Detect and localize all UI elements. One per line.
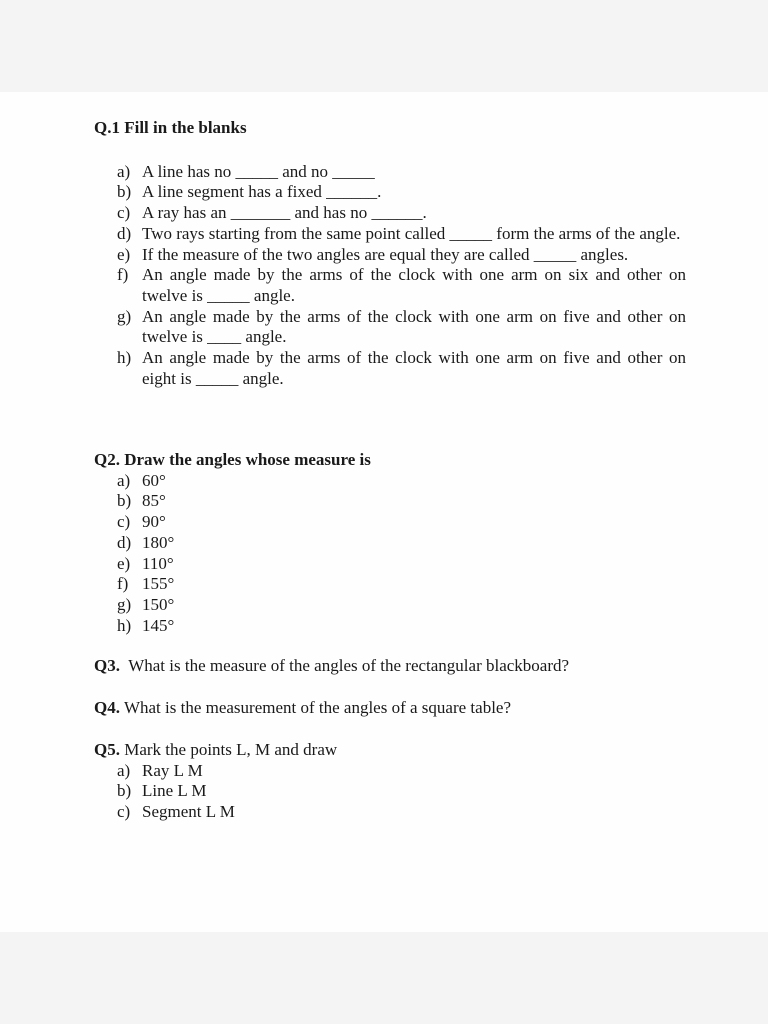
item-label: d): [117, 532, 132, 552]
list-item: [117, 595, 686, 616]
list-item: [117, 224, 686, 245]
list-item: [117, 761, 337, 782]
item-label: b): [117, 491, 132, 511]
item-label: c): [117, 203, 131, 223]
question-2-title: Q2. Draw the angles whose measure is: [94, 450, 371, 469]
item-text: 155°: [142, 574, 175, 594]
list-item: [117, 203, 686, 224]
list-item: [117, 307, 686, 348]
item-text: 180°: [142, 532, 175, 552]
item-text: An angle made by the arms of the clock with one arm on six and other on twelve is _____ angle.: [142, 265, 686, 305]
item-label: e): [117, 244, 131, 264]
item-label: a): [117, 161, 131, 181]
question-5-text: Mark the points L, M and draw: [124, 740, 338, 759]
item-text: 145°: [142, 615, 175, 635]
question-3-number: Q3.: [94, 656, 120, 675]
item-label: h): [117, 615, 132, 635]
list-item: [117, 554, 686, 575]
question-1-title: Q.1 Fill in the blanks: [94, 118, 247, 137]
question-4: [94, 698, 511, 719]
list-item: [117, 616, 686, 637]
worksheet-page: [0, 92, 768, 932]
question-2: [94, 450, 686, 636]
question-3-text: What is the measure of the angles of the rectangular blackboard?: [128, 656, 570, 675]
item-text: Segment L M: [142, 802, 235, 822]
list-item: [117, 802, 337, 823]
question-1: [94, 118, 686, 389]
item-text: Two rays starting from the same point called _____ form the arms of the angle.: [142, 223, 681, 243]
list-item: [117, 533, 686, 554]
item-label: e): [117, 553, 131, 573]
list-item: [117, 471, 686, 492]
list-item: [117, 182, 686, 203]
item-label: b): [117, 781, 132, 801]
question-4-number: Q4.: [94, 698, 120, 717]
item-text: If the measure of the two angles are equal they are called _____ angles.: [142, 244, 629, 264]
item-text: A ray has an _______ and has no ______.: [142, 203, 427, 223]
item-label: a): [117, 470, 131, 490]
list-item: [117, 574, 686, 595]
item-label: c): [117, 512, 131, 532]
item-text: 110°: [142, 553, 174, 573]
item-text: 85°: [142, 491, 166, 511]
item-label: g): [117, 594, 132, 614]
item-text: Line L M: [142, 781, 207, 801]
item-label: d): [117, 223, 132, 243]
list-item: [117, 265, 686, 306]
question-4-text: What is the measurement of the angles of a square table?: [123, 698, 512, 717]
list-item: [117, 781, 337, 802]
item-label: f): [117, 265, 129, 285]
item-text: 90°: [142, 512, 166, 532]
question-3: [94, 656, 569, 677]
item-text: An angle made by the arms of the clock with one arm on five and other on eight is _____ angle.: [142, 348, 686, 388]
list-item: [117, 512, 686, 533]
item-text: A line has no _____ and no _____: [142, 161, 375, 181]
list-item: [117, 162, 686, 183]
item-label: f): [117, 574, 129, 594]
list-item: [117, 491, 686, 512]
question-2-list: [117, 471, 686, 637]
list-item: [117, 245, 686, 266]
list-item: [117, 348, 686, 389]
question-5: [94, 740, 337, 823]
item-text: 60°: [142, 470, 166, 490]
item-label: a): [117, 760, 131, 780]
question-1-list: [117, 162, 686, 390]
question-5-number: Q5.: [94, 740, 120, 759]
item-text: 150°: [142, 594, 175, 614]
item-label: g): [117, 306, 132, 326]
item-label: h): [117, 348, 132, 368]
question-5-list: [117, 761, 337, 823]
item-label: b): [117, 182, 132, 202]
item-text: A line segment has a fixed ______.: [142, 182, 382, 202]
item-label: c): [117, 802, 131, 822]
item-text: Ray L M: [142, 760, 203, 780]
item-text: An angle made by the arms of the clock with one arm on five and other on twelve is ____ angle.: [142, 306, 686, 347]
